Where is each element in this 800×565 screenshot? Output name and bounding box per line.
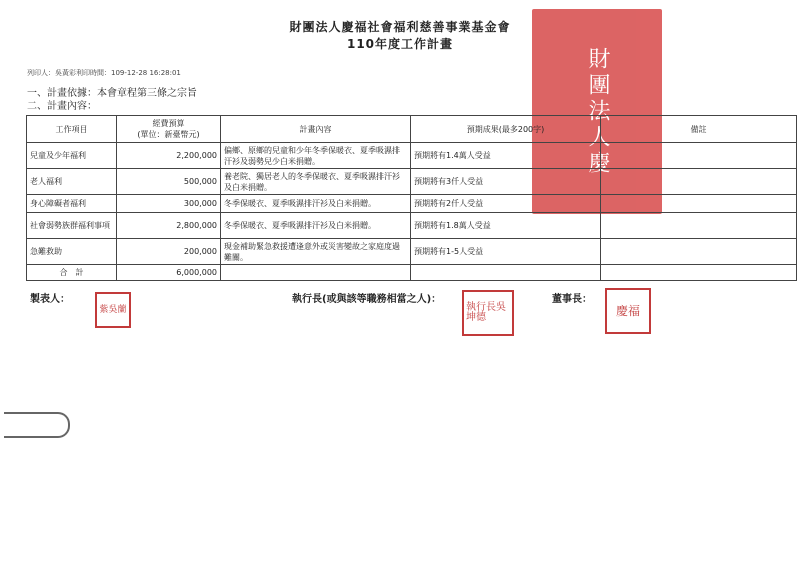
table-header-row — [27, 116, 797, 143]
cell-content: 養老院、獨居老人的冬季保暖衣、夏季吸濕排汗衫及白米捐贈。 — [221, 169, 411, 195]
cell-budget: 500,000 — [117, 169, 221, 195]
cell-result: 預期將有1-5人受益 — [411, 239, 601, 265]
table-row — [27, 213, 797, 239]
total-label: 合 計 — [27, 265, 117, 281]
cell-result: 預期將有1.8萬人受益 — [411, 213, 601, 239]
plan-content-label: 二、計畫內容： — [27, 101, 97, 112]
cell-note — [601, 239, 797, 265]
org-title: 財團法人慶福社會福利慈善事業基金會 — [289, 20, 511, 34]
cell-content: 冬季保暖衣、夏季吸濕排汗衫及白米捐贈。 — [221, 195, 411, 213]
work-plan-table — [26, 115, 797, 281]
plan-basis: 一、計畫依據：本會章程第三條之宗旨 — [27, 88, 197, 99]
preparer-label: 製表人： — [30, 294, 70, 305]
header-result: 預期成果(最多200字) — [411, 116, 601, 143]
header-content: 計畫內容 — [221, 116, 411, 143]
print-info: 列印人：吳黃彩利印時間：109-12-28 16:28:01 — [27, 69, 181, 77]
cell-result: 預期將有1.4萬人受益 — [411, 143, 601, 169]
total-value: 6,000,000 — [117, 265, 221, 281]
plan-title: 110年度工作計畫 — [346, 37, 454, 51]
cell-result: 預期將有2仟人受益 — [411, 195, 601, 213]
header-budget: 經費預算 (單位：新臺幣元) — [117, 116, 221, 143]
header-note: 備註 — [601, 116, 797, 143]
cell-empty — [411, 265, 601, 281]
chair-label: 董事長： — [552, 294, 592, 305]
cell-item: 兒童及少年福利 — [27, 143, 117, 169]
table-row — [27, 195, 797, 213]
cell-item: 急難救助 — [27, 239, 117, 265]
ceo-label: 執行長(或與該等職務相當之人)： — [292, 294, 442, 305]
cell-note — [601, 169, 797, 195]
cell-empty — [601, 265, 797, 281]
cell-content: 冬季保暖衣、夏季吸濕排汗衫及白米捐贈。 — [221, 213, 411, 239]
ceo-stamp: 執行長吳坤德 — [462, 290, 514, 336]
seal-text: 財團法人慶 — [585, 46, 610, 177]
cell-item: 社會弱勢族群福利事項 — [27, 213, 117, 239]
cell-note — [601, 195, 797, 213]
chair-stamp: 慶福 — [605, 288, 651, 334]
table-row — [27, 239, 797, 265]
table-row — [27, 169, 797, 195]
cell-item: 老人福利 — [27, 169, 117, 195]
cell-note — [601, 213, 797, 239]
cell-budget: 200,000 — [117, 239, 221, 265]
paperclip-icon — [4, 412, 70, 438]
cell-budget: 2,200,000 — [117, 143, 221, 169]
cell-content: 偏鄉、原鄉的兒童和少年冬季保暖衣、夏季吸濕排汗衫及弱勢兒少白米捐贈。 — [221, 143, 411, 169]
cell-note — [601, 143, 797, 169]
cell-item: 身心障礙者福利 — [27, 195, 117, 213]
cell-budget: 2,800,000 — [117, 213, 221, 239]
cell-empty — [221, 265, 411, 281]
cell-budget: 300,000 — [117, 195, 221, 213]
cell-result: 預期將有3仟人受益 — [411, 169, 601, 195]
cell-content: 現金補助緊急救援遭逢意外或災害變故之家庭度過難關。 — [221, 239, 411, 265]
table-total-row — [27, 265, 797, 281]
table-row — [27, 143, 797, 169]
header-item: 工作項目 — [27, 116, 117, 143]
preparer-stamp: 紫吳蘭 — [95, 292, 131, 328]
